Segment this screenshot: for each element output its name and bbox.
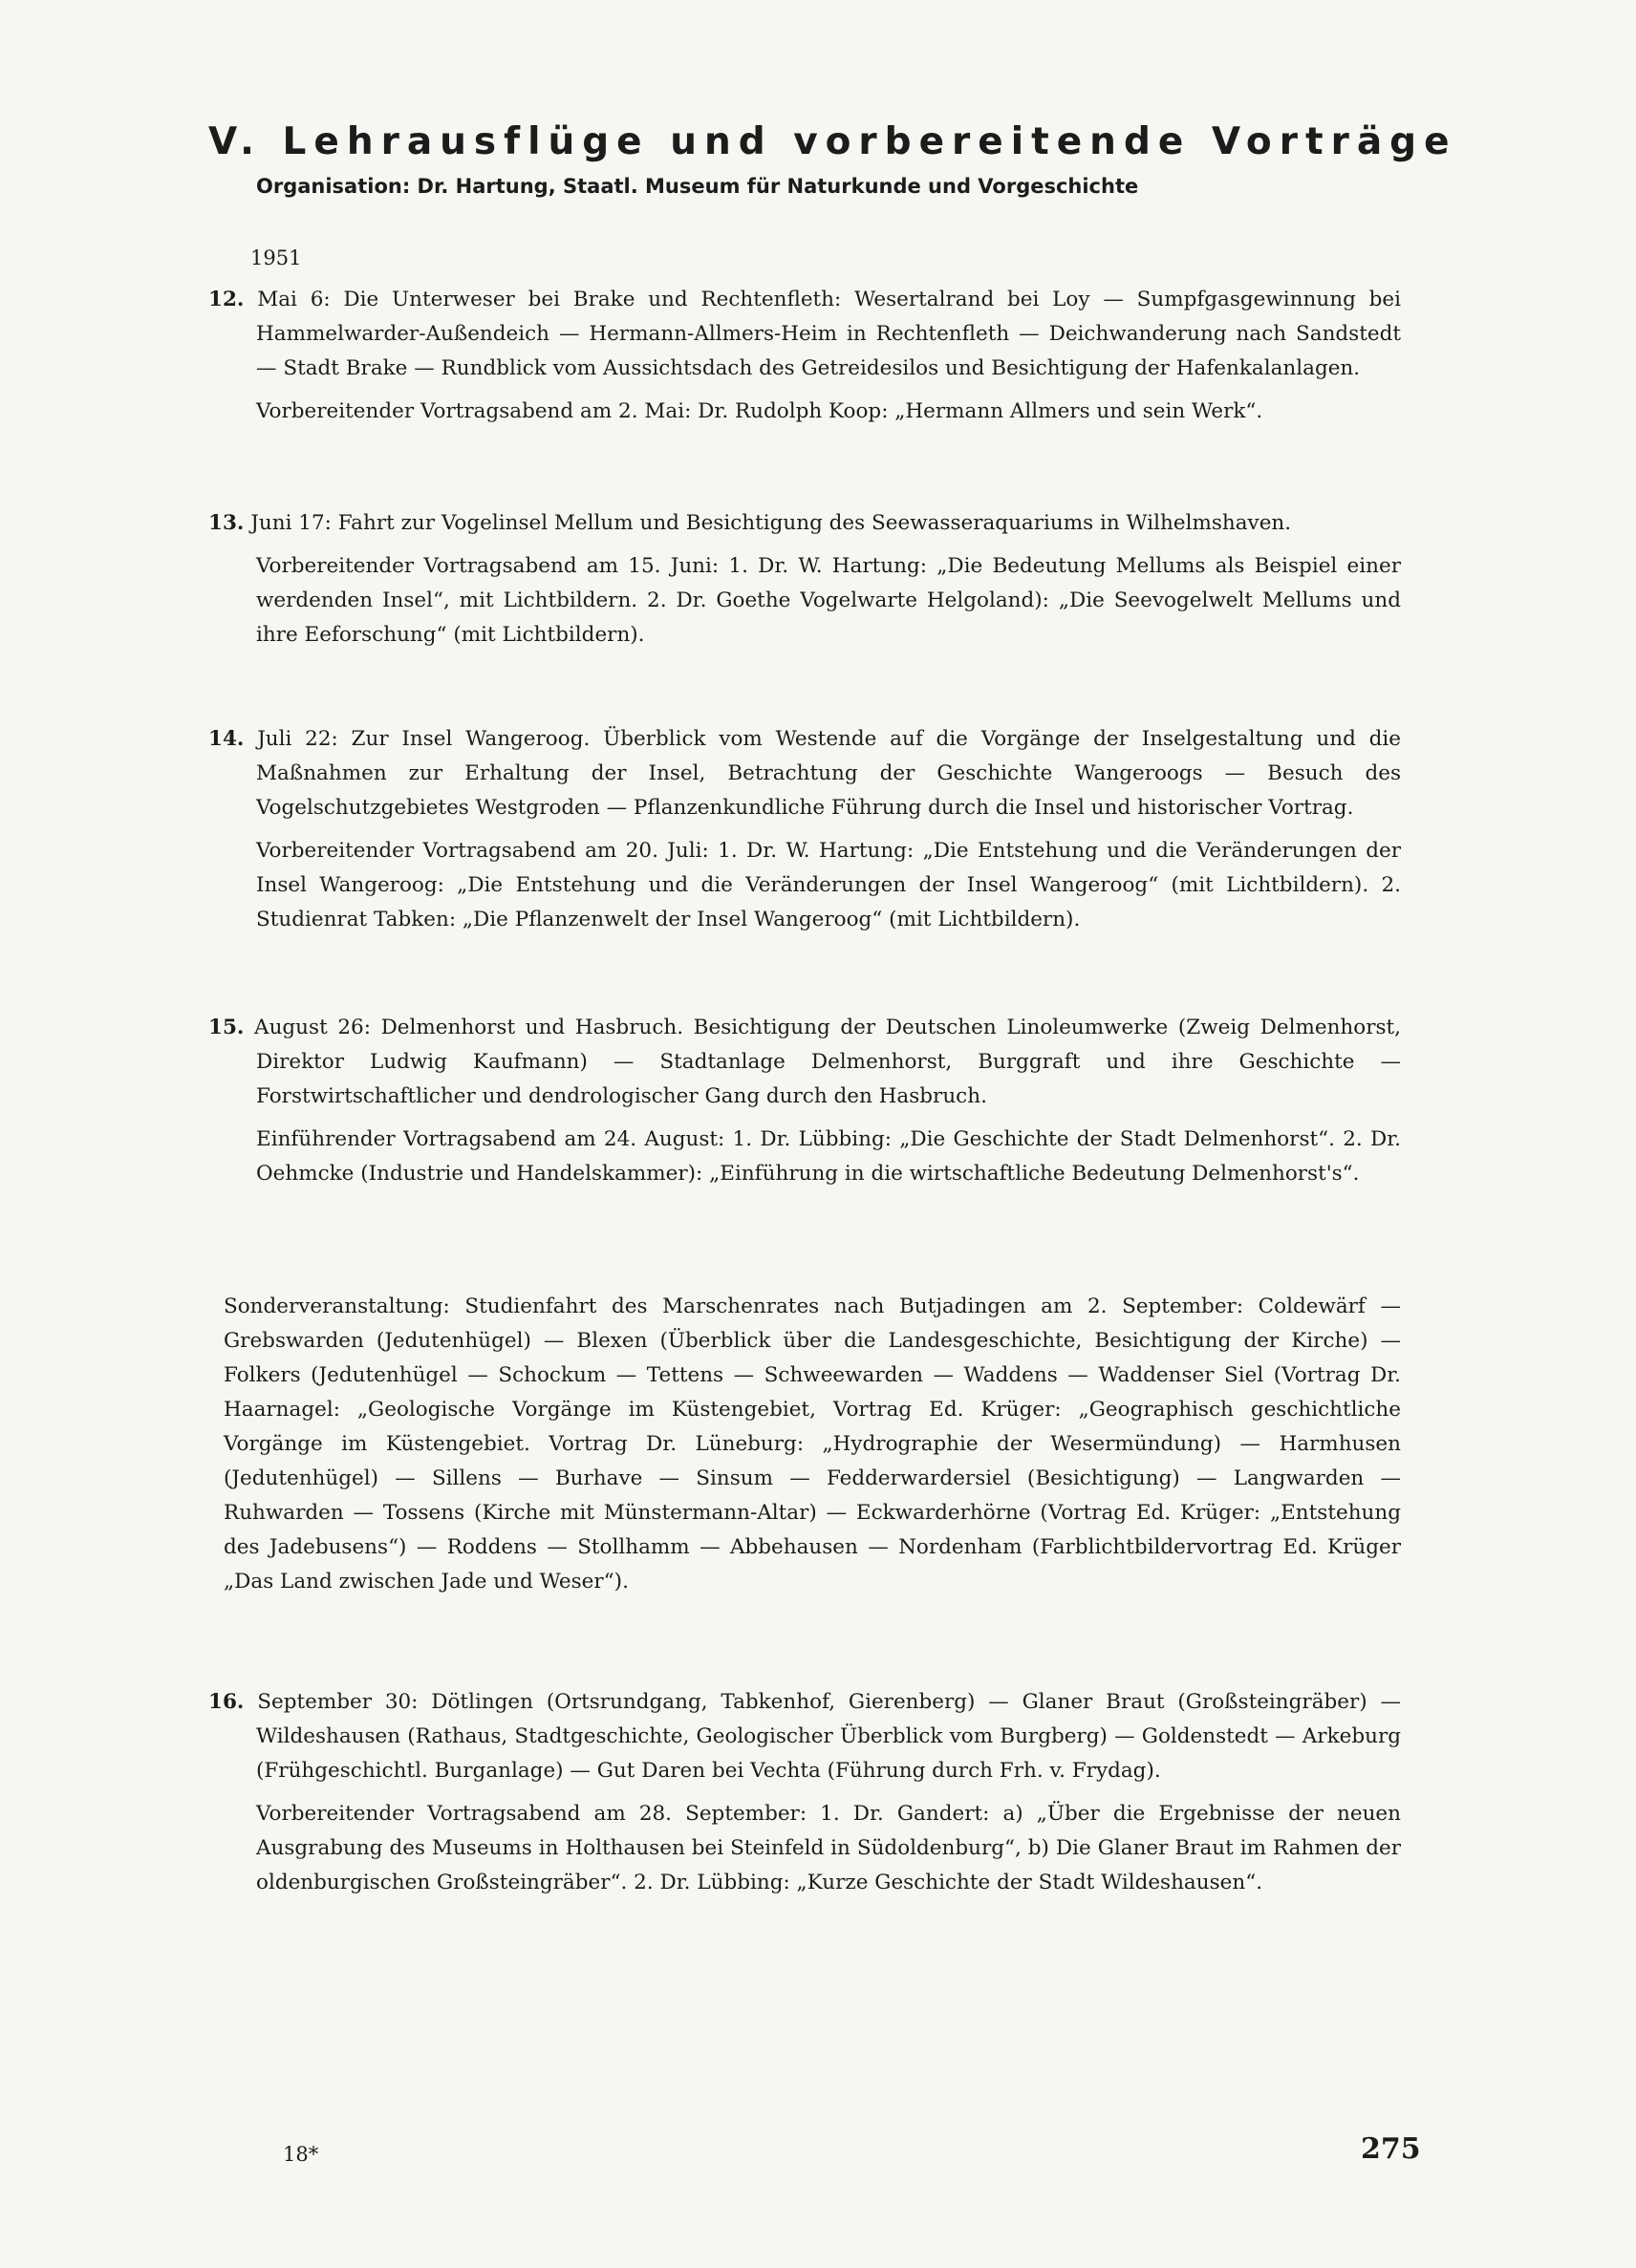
section-title: V. Lehrausflüge und vorbereitende Vorträge [208, 120, 1457, 163]
entry-12-lecture: Vorbereitender Vortragsabend am 2. Mai: Dr. Rudolph Koop: „Hermann Allmers und sein Werk“. [256, 399, 1263, 423]
entry-16 [208, 1685, 1401, 1900]
entry-14-number: 14. [208, 727, 245, 751]
entry-14-lecture: Vorbereitender Vortragsabend am 20. Juli: 1. Dr. W. Hartung: „Die Entstehung und die Veränderungen der Insel Wangeroog: „Die Entstehung und die Veränderungen der Insel Wangeroog“ (mit Lichtbildern). 2. Studienrat Tabken: „Die Pflanzenwelt der Insel Wangeroog“ (mit Lichtbildern). [256, 839, 1401, 931]
special-event: Sonderveranstaltung: Studienfahrt des Marschenrates nach Butjadingen am 2. September: Coldewärf — Grebswarden (Jedutenhügel) — Blexen (Überblick über die Landesgeschichte, Besichtigung der Kirche) — Folkers (Jedutenhügel — Schockum — Tettens — Schweewarden — Waddens — Waddenser Siel (Vortrag Dr. Haarnagel: „Geologische Vorgänge im Küstengebiet, Vortrag Ed. Krüger: „Geographisch geschichtliche Vorgänge im Küstengebiet. Vortrag Dr. Lüneburg: „Hydrographie der Wesermündung) — Harmhusen (Jedutenhügel) — Sillens — Burhave — Sinsum — Fedderwardersiel (Besichtigung) — Langwarden — Ruhwarden — Tossens (Kirche mit Münstermann-Altar) — Eckwarderhörne (Vortrag Ed. Krüger: „Entstehung des Jadebusens“) — Roddens — Stollhamm — Abbehausen — Nordenham (Farblichtbildervortrag Ed. Krüger „Das Land zwischen Jade und Weser“). [224, 1294, 1401, 1594]
entry-13 [208, 506, 1401, 653]
year-heading: 1951 [250, 246, 302, 269]
entry-12-text [208, 283, 1401, 386]
entry-16-lecture: Vorbereitender Vortragsabend am 28. September: 1. Dr. Gandert: a) „Über die Ergebnisse der neuen Ausgrabung des Museums in Holthausen bei Steinfeld in Südoldenburg“, b) Die Glaner Braut im Rahmen der oldenburgischen Großsteingräber“. 2. Dr. Lübbing: „Kurze Geschichte der Stadt Wildeshausen“. [256, 1802, 1401, 1894]
page-number: 275 [1361, 2132, 1421, 2166]
entry-12-body: Mai 6: Die Unterweser bei Brake und Rechtenfleth: Wesertalrand bei Loy — Sumpfgasgewinnung bei Hammelwarder-Außendeich — Hermann-Allmers-Heim in Rechtenfleth — Deichwanderung nach Sandstedt — Stadt Brake — Rundblick vom Aussichtsdach des Getreidesilos und Besichtigung der Hafenkalanlagen. [256, 288, 1401, 380]
entry-15-body: August 26: Delmenhorst und Hasbruch. Besichtigung der Deutschen Linoleumwerke (Zweig Delmenhorst, Direktor Ludwig Kaufmann) — Stadtanlage Delmenhorst, Burggraft und ihre Geschichte — Forstwirtschaftlicher und dendrologischer Gang durch den Hasbruch. [254, 1016, 1401, 1108]
entry-15-lecture: Einführender Vortragsabend am 24. August: 1. Dr. Lübbing: „Die Geschichte der Stadt Delmenhorst“. 2. Dr. Oehmcke (Industrie und Handelskammer): „Einführung in die wirtschaftliche Bedeutung Delmenhorst's“. [256, 1127, 1401, 1186]
entry-12 [208, 283, 1401, 429]
entry-13-number: 13. [208, 511, 245, 535]
entry-16-number: 16. [208, 1690, 245, 1714]
entry-14-text [208, 722, 1401, 825]
entry-13-lecture: Vorbereitender Vortragsabend am 15. Juni: 1. Dr. W. Hartung: „Die Bedeutung Mellums als Beispiel einer werdenden Insel“, mit Lichtbildern. 2. Dr. Goethe Vogelwarte Helgoland): „Die Seevogelwelt Mellums und ihre Eeforschung“ (mit Lichtbildern). [256, 554, 1401, 647]
signature-mark: 18* [283, 2143, 319, 2166]
section-subtitle: Organisation: Dr. Hartung, Staatl. Museum für Naturkunde und Vorgeschichte [256, 175, 1139, 198]
entry-15-number: 15. [208, 1016, 245, 1039]
entry-13-body: Juni 17: Fahrt zur Vogelinsel Mellum und Besichtigung des Seewasseraquariums in Wilhelmshaven. [250, 511, 1292, 535]
entry-15 [208, 1011, 1401, 1191]
entry-16-text [208, 1685, 1401, 1788]
entry-14 [208, 722, 1401, 937]
entry-13-text [208, 506, 1401, 541]
entry-15-text [208, 1011, 1401, 1114]
entry-14-body: Juli 22: Zur Insel Wangeroog. Überblick vom Westende auf die Vorgänge der Inselgestaltung und die Maßnahmen zur Erhaltung der Insel, Betrachtung der Geschichte Wangeroogs — Besuch des Vogelschutzgebietes Westgroden — Pflanzenkundliche Führung durch die Insel und historischer Vortrag. [256, 727, 1401, 820]
entry-16-body: September 30: Dötlingen (Ortsrundgang, Tabkenhof, Gierenberg) — Glaner Braut (Großsteingräber) — Wildeshausen (Rathaus, Stadtgeschichte, Geologischer Überblick vom Burgberg) — Goldenstedt — Arkeburg (Frühgeschichtl. Burganlage) — Gut Daren bei Vechta (Führung durch Frh. v. Frydag). [256, 1690, 1401, 1783]
entry-12-number: 12. [208, 288, 245, 311]
